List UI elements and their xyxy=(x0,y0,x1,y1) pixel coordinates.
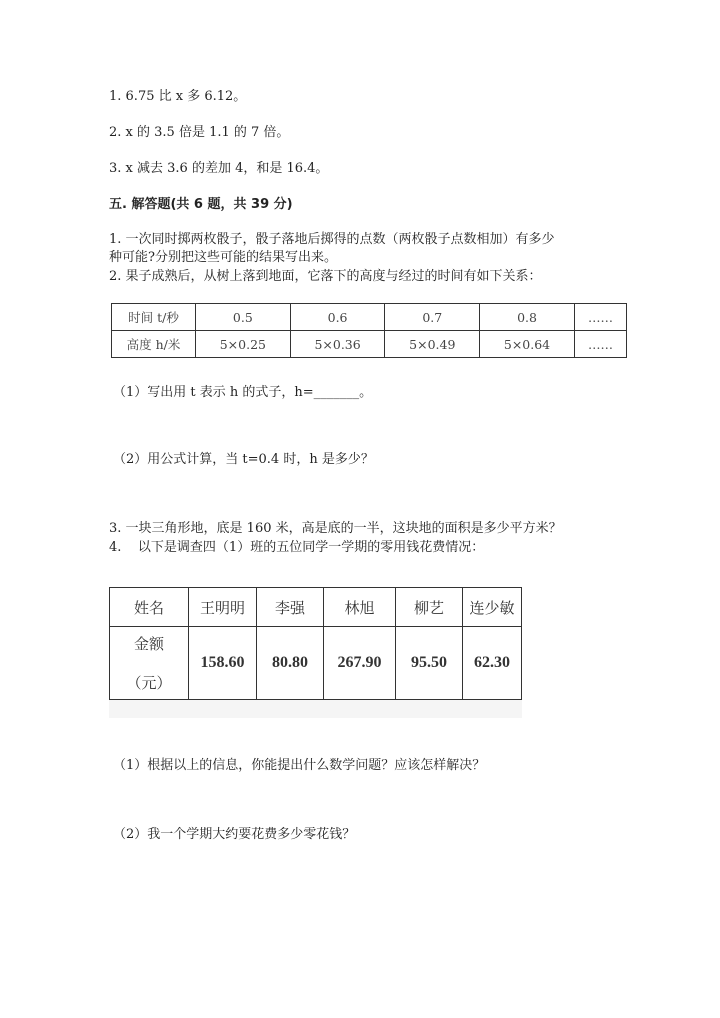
table-cell: 高度 h/米 xyxy=(112,331,196,358)
table-cell: 95.50 xyxy=(396,627,463,700)
question-2-sub-2: （2）用公式计算，当 t=0.4 时，h 是多少？ xyxy=(113,452,374,467)
table-cell: …… xyxy=(574,331,626,358)
question-3-text: 3. 一块三角形地，底是 160 米，高是底的一半，这块地的面积是多少平方米？ xyxy=(109,521,562,536)
table-shadow xyxy=(109,700,522,718)
question-4-sub-1: （1）根据以上的信息，你能提出什么数学问题？应该怎样解决？ xyxy=(113,758,486,773)
question-1-line-2: 种可能?分别把这些可能的结果写出来。 xyxy=(109,250,337,265)
question-2-sub-1: （1）写出用 t 表示 h 的式子，h=_______。 xyxy=(113,385,373,400)
row-label-unit: （元） xyxy=(126,674,172,692)
table-cell: 0.6 xyxy=(290,304,385,331)
question-4-text: 4. 以下是调查四（1）班的五位同学一学期的零用钱花费情况： xyxy=(109,540,485,555)
section-title: 五. 解答题(共 6 题，共 39 分) xyxy=(109,197,293,212)
table-cell: 158.60 xyxy=(189,627,257,700)
fill-in-item-2: 2. x 的 3.5 倍是 1.1 的 7 倍。 xyxy=(109,125,290,140)
table-cell: 0.8 xyxy=(480,304,575,331)
pocket-money-table xyxy=(109,587,522,700)
fall-height-table xyxy=(111,303,627,358)
table-cell: 5×0.25 xyxy=(196,331,291,358)
table-cell: 时间 t/秒 xyxy=(112,304,196,331)
table-cell: 王明明 xyxy=(189,588,257,627)
table-row xyxy=(112,304,627,331)
question-1-line-1: 1. 一次同时掷两枚骰子，骰子落地后掷得的点数（两枚骰子点数相加）有多少 xyxy=(109,232,555,247)
table-cell: 林旭 xyxy=(324,588,396,627)
question-4-sub-2: （2）我一个学期大约要花费多少零花钱？ xyxy=(113,827,356,842)
table-cell: 267.90 xyxy=(324,627,396,700)
table-cell: 5×0.36 xyxy=(290,331,385,358)
table-row xyxy=(110,627,522,700)
row-label-amount: 金额 xyxy=(133,635,164,653)
table-cell: 5×0.64 xyxy=(480,331,575,358)
table-cell: 李强 xyxy=(257,588,324,627)
table-cell: 5×0.49 xyxy=(385,331,480,358)
table-cell: 0.5 xyxy=(196,304,291,331)
question-2-text: 2. 果子成熟后，从树上落到地面，它落下的高度与经过的时间有如下关系： xyxy=(109,269,542,284)
table-row xyxy=(110,588,522,627)
table-cell: 62.30 xyxy=(463,627,522,700)
table-cell: 0.7 xyxy=(385,304,480,331)
table-cell: 80.80 xyxy=(257,627,324,700)
table-cell: 柳艺 xyxy=(396,588,463,627)
table-cell xyxy=(110,627,189,700)
table-cell: 姓名 xyxy=(110,588,189,627)
table-cell: 连少敏 xyxy=(463,588,522,627)
fill-in-item-1: 1. 6.75 比 x 多 6.12。 xyxy=(109,89,247,104)
table-row xyxy=(112,331,627,358)
fill-in-item-3: 3. x 减去 3.6 的差加 4，和是 16.4。 xyxy=(109,161,329,176)
table-cell: …… xyxy=(574,304,626,331)
